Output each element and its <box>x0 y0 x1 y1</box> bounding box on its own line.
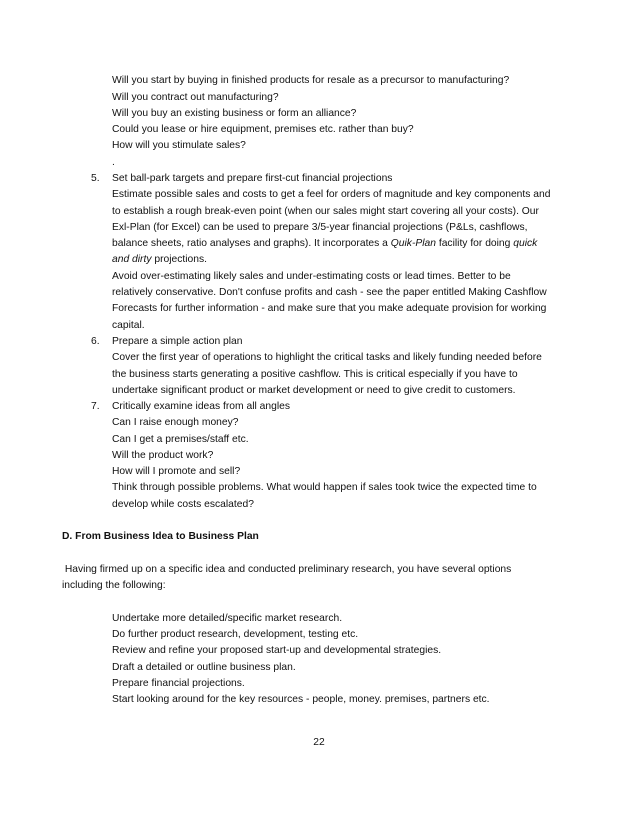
item-5-text: relatively conservative. Don't confuse profits and cash - see the paper entitled Making Cashflow <box>112 287 547 298</box>
intro-line: Will you buy an existing business or form an alliance? <box>112 108 357 119</box>
item-7-text: Can I get a premises/staff etc. <box>112 434 249 445</box>
item-7-text: Can I raise enough money? <box>112 417 239 428</box>
item-5-text <box>112 236 537 252</box>
option-item: Prepare financial projections. <box>112 678 245 689</box>
section-intro: including the following: <box>62 580 166 591</box>
intro-line: Could you lease or hire equipment, premises etc. rather than buy? <box>112 124 414 135</box>
item-7-text: Will the product work? <box>112 450 214 461</box>
item-5-text: capital. <box>112 320 145 331</box>
text-run: projections. <box>151 254 208 265</box>
option-item: Do further product research, development, testing etc. <box>112 629 359 640</box>
intro-line: Will you contract out manufacturing? <box>112 92 279 103</box>
item-5-text <box>112 252 207 268</box>
intro-line: . <box>112 157 115 168</box>
option-item: Undertake more detailed/specific market research. <box>112 613 343 624</box>
section-intro: Having firmed up on a specific idea and conducted preliminary research, you have several options <box>62 564 512 575</box>
option-item: Start looking around for the key resources - people, money. premises, partners etc. <box>112 694 490 705</box>
item-5-number: 5. <box>91 173 100 184</box>
item-6-title: Prepare a simple action plan <box>112 336 243 347</box>
item-5-text: to establish a rough break-even point (when our sales might start covering all your costs). Our <box>112 206 539 217</box>
text-run-italic: and dirty <box>112 254 152 265</box>
option-item: Draft a detailed or outline business plan. <box>112 662 296 673</box>
item-7-title: Critically examine ideas from all angles <box>112 401 290 412</box>
item-7-text: develop while costs escalated? <box>112 499 254 510</box>
item-5-title: Set ball-park targets and prepare first-cut financial projections <box>112 173 393 184</box>
item-7-number: 7. <box>91 401 100 412</box>
item-6-text: Cover the first year of operations to highlight the critical tasks and likely funding needed before <box>112 352 542 363</box>
section-heading: D. From Business Idea to Business Plan <box>62 531 259 542</box>
text-run-italic: quick <box>513 238 538 249</box>
text-run: facility for doing <box>435 238 514 249</box>
page-number: 22 <box>313 737 325 748</box>
option-item: Review and refine your proposed start-up and developmental strategies. <box>112 645 442 656</box>
item-5-text: Avoid over-estimating likely sales and under-estimating costs or lead times. Better to be <box>112 271 511 282</box>
item-6-text: undertake significant product or market development or need to give credit to customers. <box>112 385 516 396</box>
item-7-text: How will I promote and sell? <box>112 466 241 477</box>
item-5-text: Estimate possible sales and costs to get a feel for orders of magnitude and key components and <box>112 189 551 200</box>
item-6-number: 6. <box>91 336 100 347</box>
item-6-text: the business starts generating a positive cashflow. This is critical especially if you have to <box>112 369 518 380</box>
item-5-text: Forecasts for further information - and make sure that you make adequate provision for working <box>112 303 547 314</box>
text-run: balance sheets, ratio analyses and graphs). It incorporates a <box>112 238 391 249</box>
item-5-text: Exl-Plan (for Excel) can be used to prepare 3/5-year financial projections (P&Ls, cashflows, <box>112 222 528 233</box>
quik-plan-term: Quik-Plan <box>390 238 436 249</box>
intro-line: Will you start by buying in finished products for resale as a precursor to manufacturing? <box>112 75 510 86</box>
item-7-text: Think through possible problems. What would happen if sales took twice the expected time to <box>112 482 537 493</box>
intro-line: How will you stimulate sales? <box>112 140 246 151</box>
